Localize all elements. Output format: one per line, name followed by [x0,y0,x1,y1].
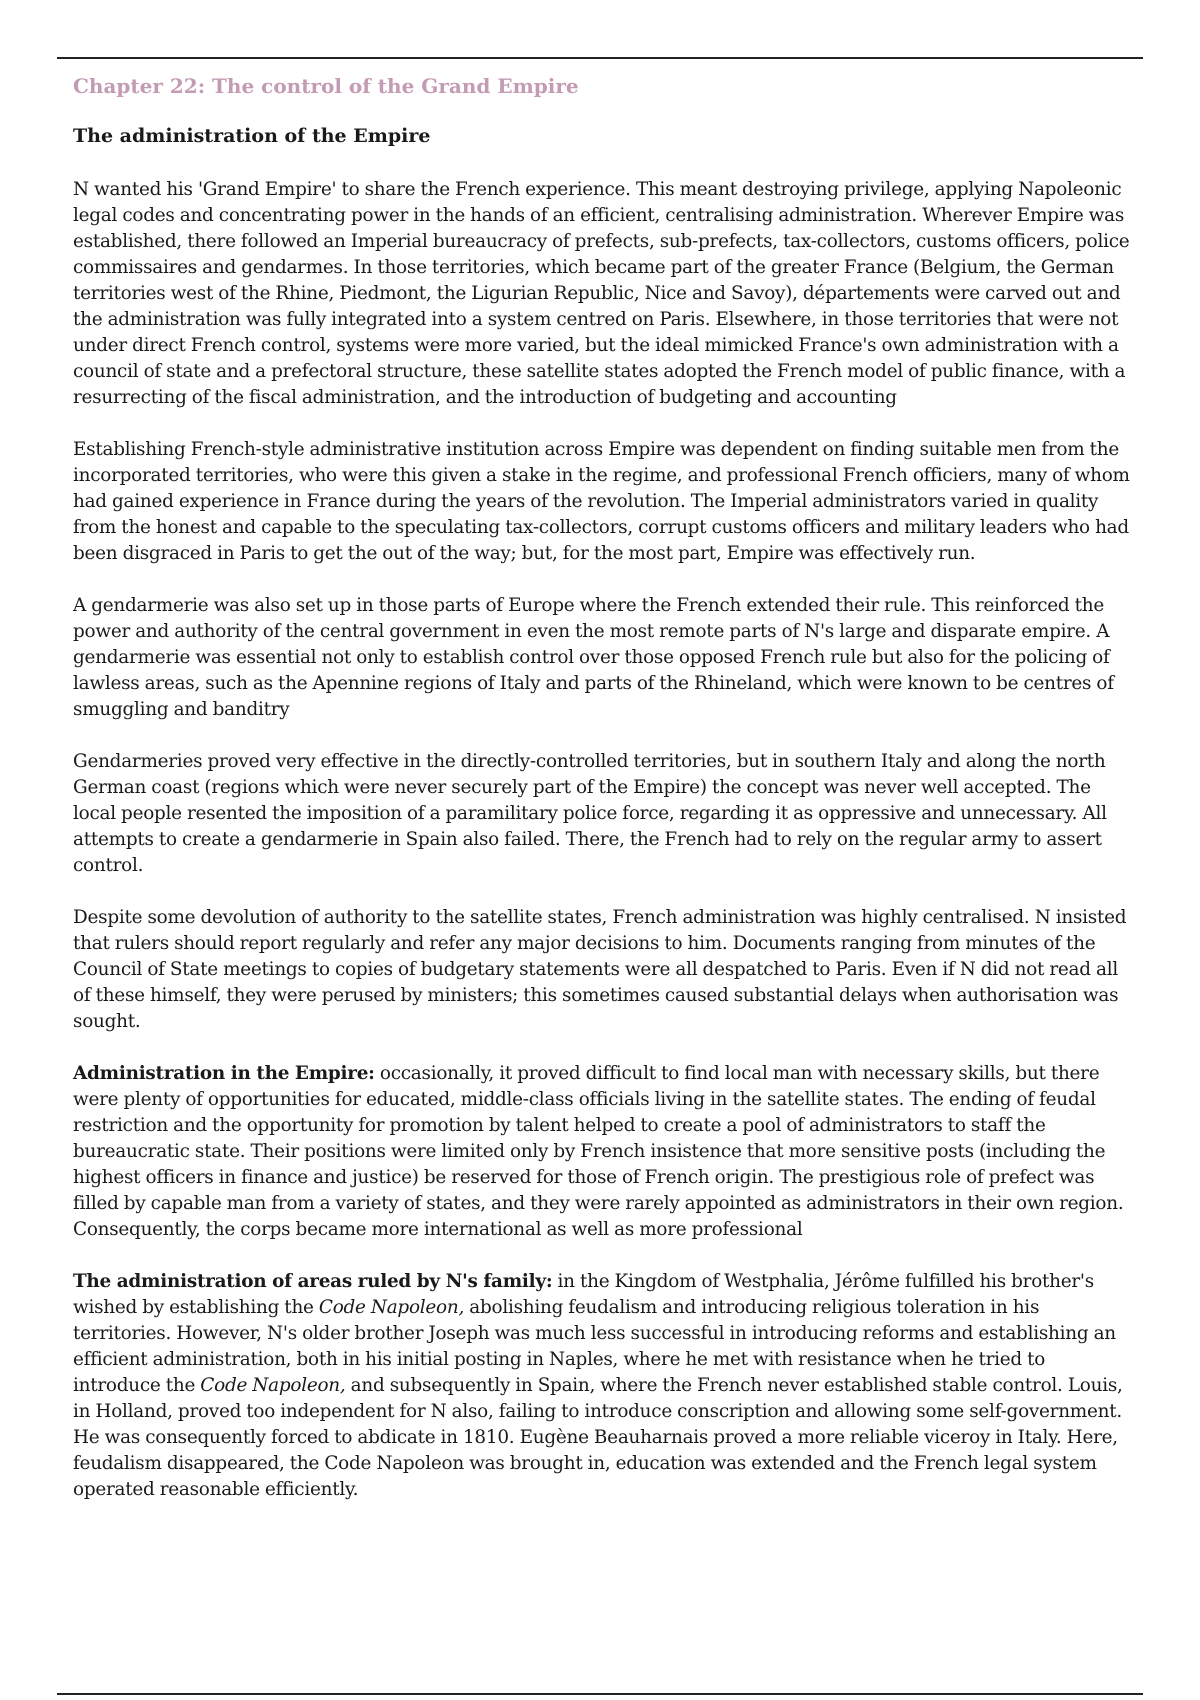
paragraph-gendarmeries-effectiveness: Gendarmeries proved very effective in the directly-controlled territories, but in southern Italy and along the north German coast (regions which were never securely part of the Empire) the concept was never well accepted. The local people resented the imposition of a paramilitary police force, regarding it as oppressive and unnecessary. All attempts to create a gendarmerie in Spain also failed. There, the French had to rely on the regular army to assert control. [73,751,1107,876]
document-body [73,72,1133,1503]
bottom-rule [57,1693,1143,1695]
paragraph-lead-administration-in-empire: Administration in the Empire: [73,1063,375,1084]
paragraph-gendarmerie: A gendarmerie was also set up in those parts of Europe where the French extended their rule. This reinforced the power and authority of the central government in even the most remote parts of N's large and disparate empire. A gendarmerie was essential not only to establish control over those opposed French rule but also for the policing of lawless areas, such as the Apennine regions of Italy and parts of the Rhineland, which were known to be centres of smuggling and banditry [73,595,1114,720]
paragraph-grand-empire: N wanted his 'Grand Empire' to share the French experience. This meant destroying privilege, applying Napoleonic legal codes and concentrating power in the hands of an efficient, centralising administration. Wherever Empire was established, there followed an Imperial bureaucracy of prefects, sub-prefects, tax-collectors, customs officers, police commissaires and gendarmes. In those territories, which became part of the greater France (Belgium, the German territories west of the Rhine, Piedmont, the Ligurian Republic, Nice and Savoy), départements were carved out and the administration was fully integrated into a system centred on Paris. Elsewhere, in those territories that were not under direct French control, systems were more varied, but the ideal mimicked France's own administration with a council of state and a prefectoral structure, these satellite states adopted the French model of public finance, with a resurrecting of the fiscal administration, and the introduction of budgeting and accounting [73,179,1130,408]
paragraph-lead-family-rule: The administration of areas ruled by N's family: [73,1271,553,1292]
paragraph-centralisation: Despite some devolution of authority to the satellite states, French administration was highly centralised. N insisted that rulers should report regularly and refer any major decisions to him. Documents ranging from minutes of the Council of State meetings to copies of budgetary statements were all despatched to Paris. Even if N did not read all of these himself, they were perused by ministers; this sometimes caused substantial delays when authorisation was sought. [73,907,1127,1032]
paragraph-family-rule [73,1269,1133,1503]
code-napoleon-italic: Code Napoleon, [200,1375,346,1396]
paragraph-text: occasionally, it proved difficult to find local man with necessary skills, but there were plenty of opportunities for educated, middle-class officials living in the satellite states. The ending of feudal restriction and the opportunity for promotion by talent helped to create a pool of administrators to staff the bureaucratic state. Their positions were limited only by French insistence that more sensitive posts (including the highest officers in finance and justice) be reserved for those of French origin. The prestigious role of prefect was filled by capable man from a variety of states, and they were rarely appointed as administrators in their own region. Consequently, the corps became more international as well as more professional [73,1063,1124,1240]
code-napoleon-italic: Code Napoleon, [318,1297,465,1318]
paragraph-text: in the Kingdom of Westphalia, Jérôme fulfilled his brother's wished by establishing the [73,1271,1094,1318]
chapter-title: Chapter 22: The control of the Grand Empire [73,74,579,98]
paragraph-text: abolishing feudalism and introducing religious toleration in his territories. However, N's older brother Joseph was much less successful in introducing reforms and establishing an efficient administration, both in his initial posting in Naples, where he met with resistance when he tried to introduce the [73,1297,1116,1396]
paragraph-institutions: Establishing French-style administrative institution across Empire was dependent on finding suitable men from the incorporated territories, who were this given a stake in the regime, and professional French officiers, many of whom had gained experience in France during the years of the revolution. The Imperial administrators varied in quality from the honest and capable to the speculating tax-collectors, corrupt customs officers and military leaders who had been disgraced in Paris to get the out of the way; but, for the most part, Empire was effectively run. [73,439,1130,564]
section-heading: The administration of the Empire [73,125,431,147]
paragraph-text: and subsequently in Spain, where the French never established stable control. Louis, in Holland, proved too independent for N also, failing to introduce conscription and allowing some self-government. He was consequently forced to abdicate in 1810. Eugène Beauharnais proved a more reliable viceroy in Italy. Here, feudalism disappeared, the Code Napoleon was brought in, education was extended and the French legal system operated reasonable efficiently. [73,1375,1123,1500]
top-rule [57,57,1143,59]
paragraph-administration-in-empire [73,1061,1133,1243]
